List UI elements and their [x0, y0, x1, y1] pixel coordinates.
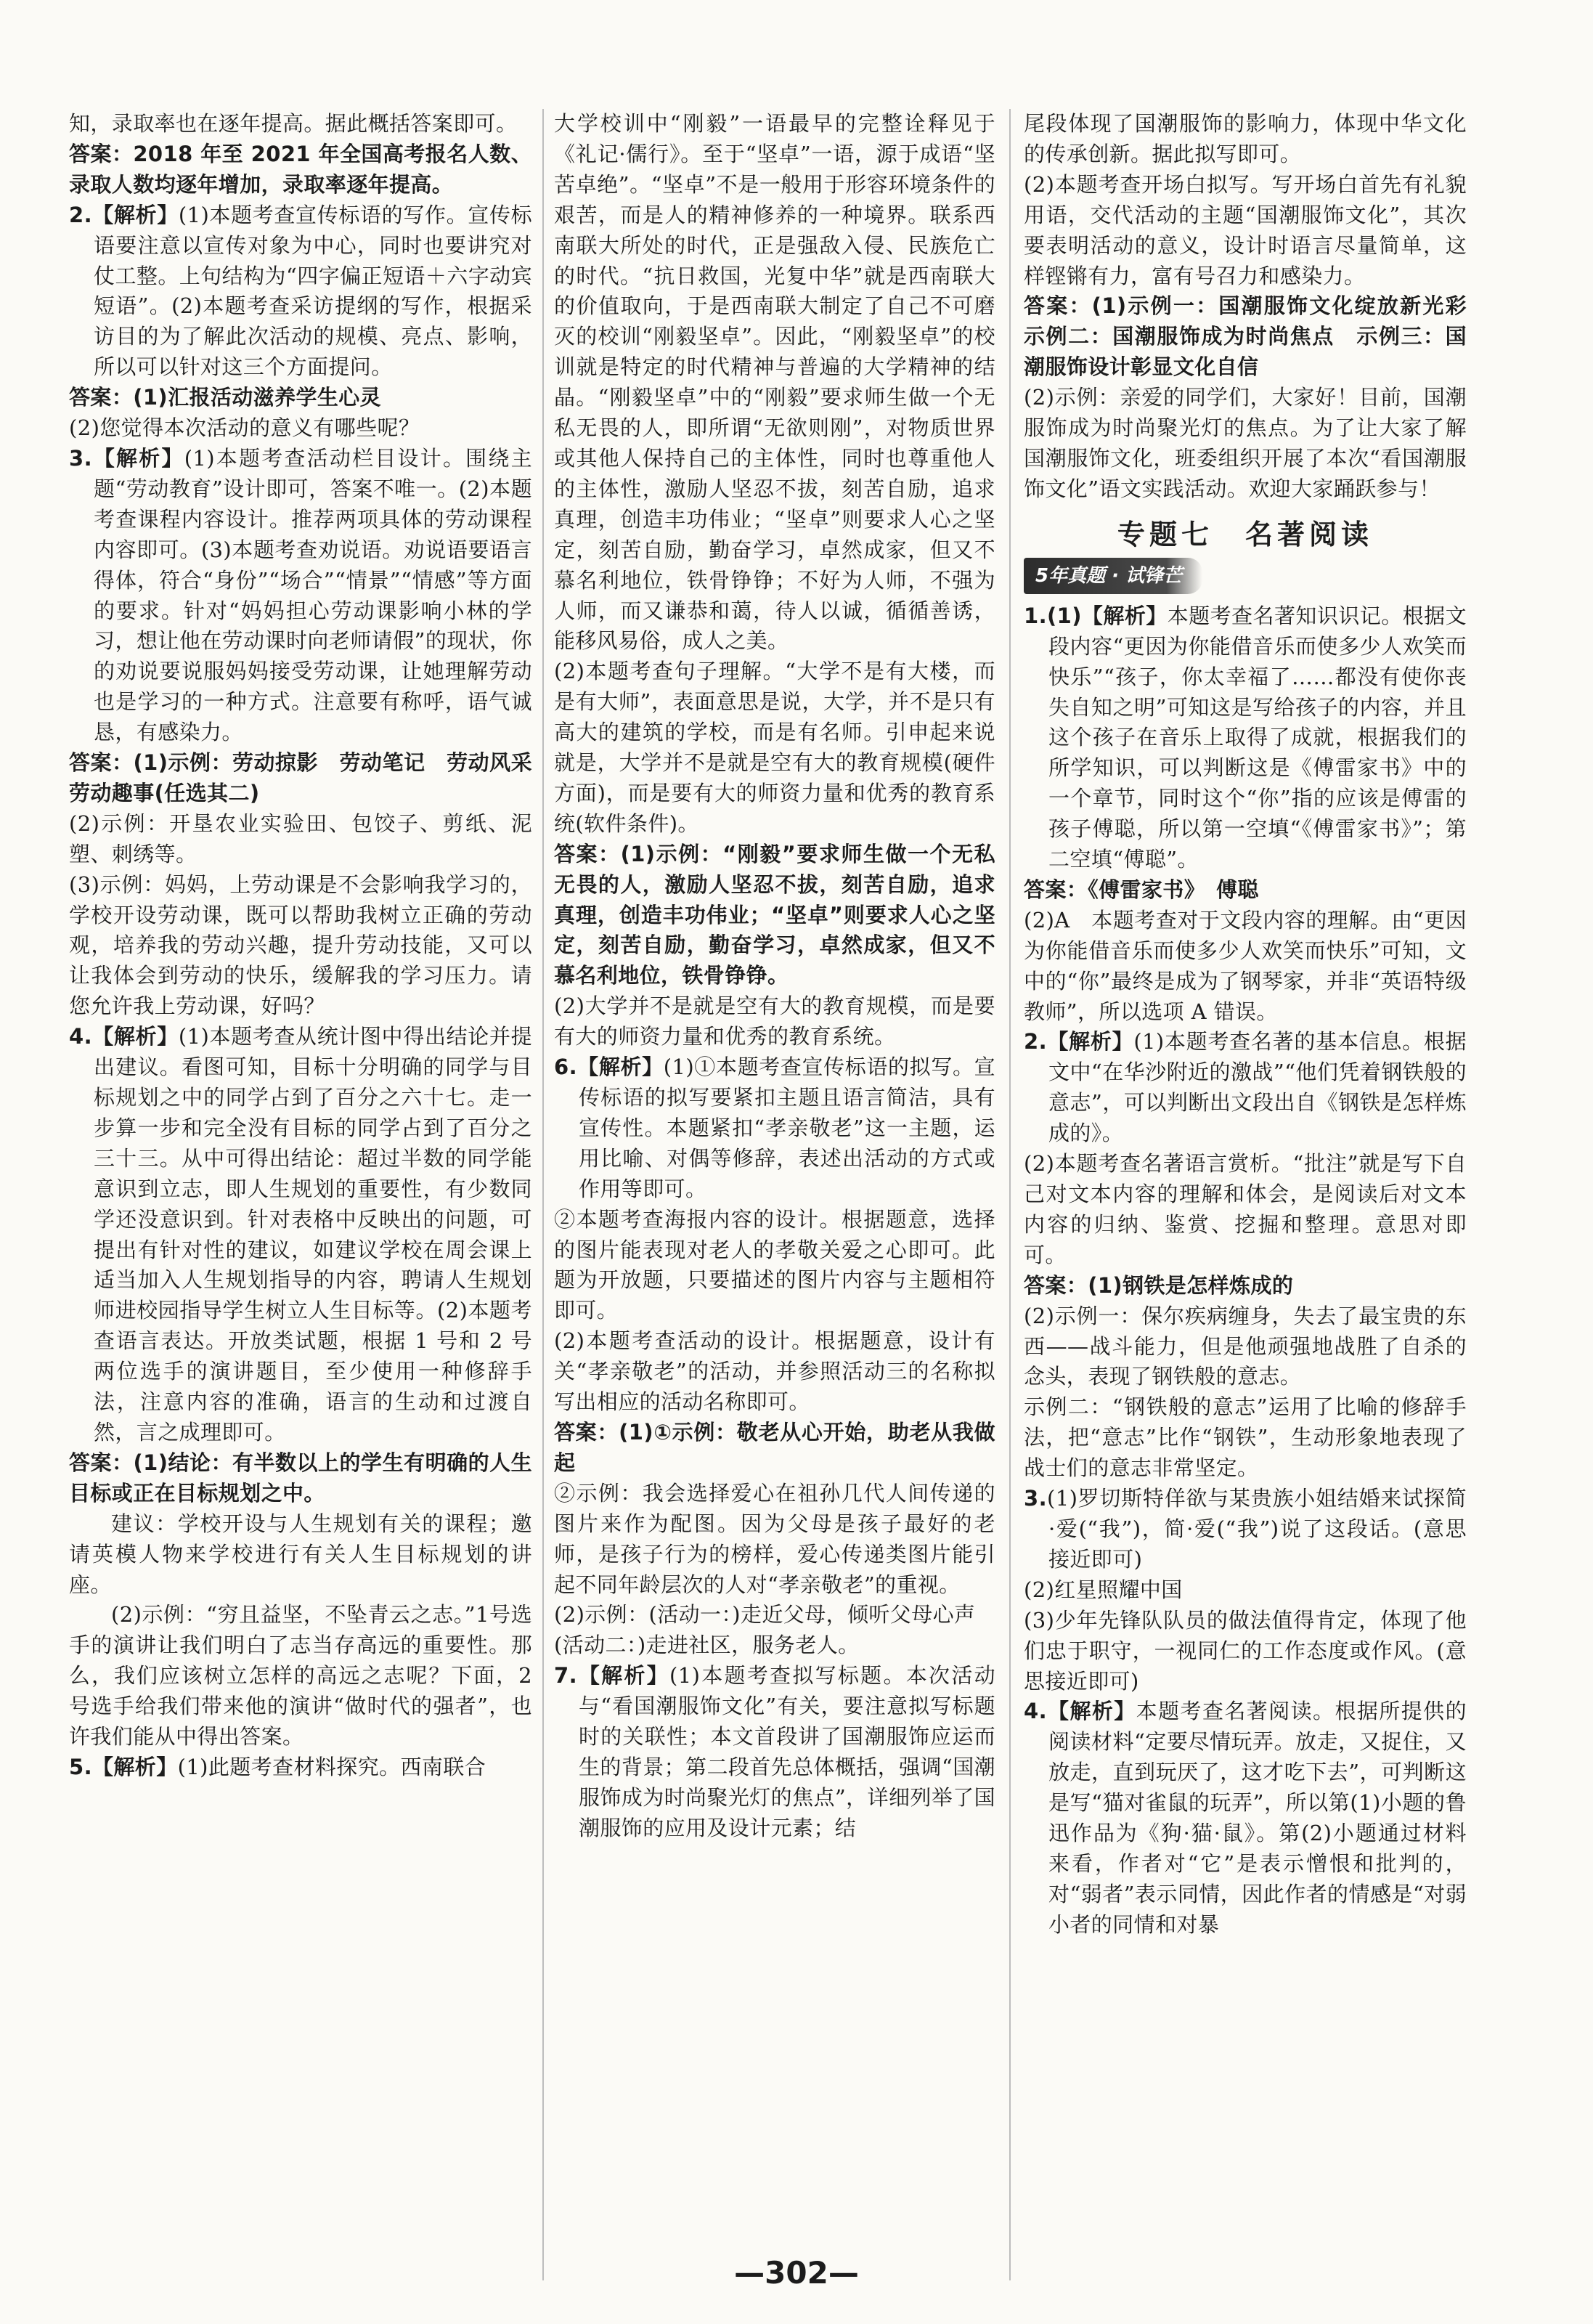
question-number: 2.	[69, 202, 92, 227]
paragraph-text: 大学校训中“刚毅”一语最早的完整诠释见于《礼记·儒行》。至于“坚卓”一语，源于成语“坚苦卓绝”。“坚卓”不是一般用于形容环境条件的艰苦，而是人的精神修养的一种境界。联系西南联大所处的时代，正是强敌入侵、民族危亡的时代。“抗日救国，光复中华”就是西南联大的价值取向，于是西南联大制定了自己不可磨灭的校训“刚毅坚卓”。因此，“刚毅坚卓”的校训就是特定的时代精神与普遍的大学精神的结晶。“刚毅坚卓”中的“刚毅”要求师生做一个无私无畏的人，即所谓“无欲则刚”，对物质世界或其他人保持自己的主体性，同时也尊重他人的主体性，激励人坚忍不拔，刻苦自励，追求真理，创造丰功伟业；“坚卓”则要求人心之坚定，刻苦自励，勤奋学习，卓然成家，但又不慕名利地位，铁骨铮铮；不好为人师，不强为人师，而又谦恭和蔼，待人以诚，循循善诱，能移风易俗，成人之美。	[554, 111, 995, 654]
paragraph-text: (2)示例：开垦农业实验田、包饺子、剪纸、泥塑、刺绣等。	[69, 810, 532, 866]
paragraph	[1024, 109, 1467, 170]
analysis-tag: 【解析】	[1047, 1029, 1134, 1055]
question-item	[69, 444, 532, 748]
paragraph	[69, 1600, 532, 1752]
paragraph-text: 答案：(1)示例：“刚毅”要求师生做一个无私无畏的人，激励人坚忍不拔，刻苦自励，追求真理，创造丰功伟业；“坚卓”则要求人心之坚定，刻苦自励，勤奋学习，卓然成家，但又不慕名利地位，铁骨铮铮。	[554, 841, 995, 988]
paragraph	[1024, 1149, 1467, 1271]
answer-line	[1024, 875, 1467, 906]
paragraph-text: 本题考查名著阅读。根据所提供的阅读材料“定要尽情玩弄。放走，又捉住，又放走，直到玩厌了，这才吃下去”，可判断这是写“猫对雀鼠的玩弄”，所以第(1)小题的鲁迅作品为《狗·猫·鼠》。第(2)小题通过材料来看，作者对“它”是表示憎恨和批判的，对“弱者”表示同情，因此作者的情感是“对弱小者的同情和对暴	[1048, 1699, 1467, 1937]
analysis-tag: 【解析】	[1047, 1699, 1136, 1724]
answer-line	[1024, 1271, 1467, 1301]
question-item	[1024, 1484, 1467, 1575]
paragraph	[1024, 383, 1467, 505]
answer-line	[554, 1418, 995, 1479]
paragraph-text: 答案：《傅雷家书》 傅聪	[1024, 877, 1259, 902]
answer-line	[554, 840, 995, 992]
paragraph	[554, 657, 995, 839]
paragraph-text: (2)您觉得本次活动的意义有哪些呢？	[69, 415, 420, 441]
section-title: 专题七 名著阅读	[1117, 518, 1373, 550]
paragraph-text: 答案：(1)钢铁是怎样炼成的	[1024, 1272, 1294, 1298]
analysis-tag: 【解析】	[92, 1754, 178, 1779]
paragraph-text: 尾段体现了国潮服饰的影响力，体现中华文化的传承创新。据此拟写即可。	[1024, 111, 1467, 166]
paragraph-text: (2)本题考查开场白拟写。写开场白首先有礼貌用语，交代活动的主题“国潮服饰文化”，其次要表明活动的意义，设计时语言尽量简单，这样铿锵有力，富有号召力和感染力。	[1024, 171, 1467, 288]
paragraph-text: (1)本题考查活动栏目设计。围绕主题“劳动教育”设计即可，答案不唯一。(2)本题考查课程内容设计。推荐两项具体的劳动课程内容即可。(3)本题考查劝说语。劝说语要语言得体，符合“身份”“场合”“情景”“情感”等方面的要求。针对“妈妈担心劳动课影响小林的学习，想让他在劳动课时向老师请假”的现状，你的劝说要说服妈妈接受劳动课，让她理解劳动也是学习的一种方式。注意要有称呼，语气诚恳，有感染力。	[94, 445, 532, 745]
analysis-tag: (1)【解析】	[1047, 603, 1168, 628]
question-number: 3.	[1024, 1486, 1047, 1511]
question-item	[1024, 1027, 1467, 1149]
paragraph	[554, 1479, 995, 1601]
question-number: 4.	[1024, 1699, 1047, 1724]
paragraph	[1024, 1301, 1467, 1393]
paragraph-text: (2)本题考查名著语言赏析。“批注”就是写下自己对文本内容的理解和体会，是阅读后对文本内容的归纳、鉴赏、挖掘和整理。意思对即可。	[1024, 1151, 1467, 1267]
column-left	[69, 109, 554, 1783]
answer-line	[69, 139, 532, 200]
paragraph-text: (3)少年先锋队队员的做法值得肯定，体现了他们忠于职守，一视同仁的工作态度或作风。(意思接近即可)	[1024, 1607, 1467, 1694]
question-item	[554, 1052, 995, 1205]
page-number: —302—	[734, 2255, 859, 2291]
answer-line	[69, 748, 554, 809]
paragraph-text: (2)示例：亲爱的同学们，大家好！目前，国潮服饰成为时尚聚光灯的焦点。为了让大家了解国潮服饰文化，班委组织开展了本次“看国潮服饰文化”语文实践活动。欢迎大家踊跃参与！	[1024, 385, 1467, 501]
paragraph-text: 答案：2018 年至 2021 年全国高考报名人数、录取人数均逐年增加，录取率逐年提高。	[69, 141, 532, 197]
paragraph	[69, 413, 532, 444]
question-number: 2.	[1024, 1029, 1047, 1055]
paragraph-text: 本题考查名著知识识记。根据文段内容“更因为你能借音乐而使多少人欢笑而快乐”“孩子，你太幸福了……都没有使你丧失自知之明”可知这是写给孩子的内容，并且这个孩子在音乐上取得了成就，根据我们的所学知识，可以判断这是《傅雷家书》中的一个章节，同时这个“你”指的应该是傅雷的孩子傅聪，所以第一空填“《傅雷家书》”；第二空填“傅聪”。	[1048, 603, 1467, 872]
paragraph-text: 答案：(1)①示例：敬老从心开始，助老从我做起	[554, 1419, 995, 1475]
column-right-bottom	[1024, 601, 1467, 1941]
paragraph-text: 答案：(1)示例一：国潮服饰文化绽放新光彩 示例二：国潮服饰成为时尚焦点 示例三：国潮服饰设计彰显文化自信	[1024, 293, 1488, 380]
paragraph	[69, 809, 532, 870]
column-right	[1024, 109, 1488, 1941]
paragraph	[1024, 906, 1467, 1028]
paragraph-text: (2)示例一：保尔疾病缠身，失去了最宝贵的东西——战斗能力，但是他顽强地战胜了自杀的念头，表现了钢铁般的意志。	[1024, 1303, 1467, 1389]
paragraph-text: (2)示例：(活动一：)走近父母，倾听父母心声	[554, 1602, 976, 1628]
paragraph-text: (1)本题考查宣传标语的写作。宣传标语要注意以宣传对象为中心，同时也要讲究对仗工整。上句结构为“四字偏正短语＋六字动宾短语”。(2)本题考查采访提纲的写作，根据采访目的为了解此次活动的规模、亮点、影响，所以可以针对这三个方面提问。	[94, 202, 533, 380]
paragraph	[554, 109, 995, 657]
paragraph	[554, 1205, 995, 1327]
paragraph	[69, 870, 532, 1023]
paragraph-text: (1)本题考查从统计图中得出结论并提出建议。看图可知，目标十分明确的同学与目标规划之中的同学占到了百分之六十七。走一步算一步和完全没有目标的同学占到了百分之三十三。从中可得出结论：超过半数的同学能意识到立志，即人生规划的重要性，有少数同学还没意识到。针对表格中反映出的问题，可提出有针对性的建议，如建议学校在周会课上适当加入人生规划指导的内容，聘请人生规划师进校园指导学生树立人生目标等。(2)本题考查语言表达。开放类试题，根据 1 号和 2 号两位选手的演讲题目，至少使用一种修辞手法，注意内容的准确，语言的生动和过渡自然，言之成理即可。	[94, 1024, 533, 1445]
paragraph-text: (2)本题考查活动的设计。根据题意，设计有关“孝亲敬老”的活动，并参照活动三的名称拟写出相应的活动名称即可。	[554, 1328, 995, 1415]
paragraph-text: 示例二：“钢铁般的意志”运用了比喻的修辞手法，把“意志”比作“钢铁”，生动形象地表现了战士们的意志非常坚定。	[1024, 1394, 1467, 1481]
paragraph	[554, 1600, 995, 1630]
analysis-tag: 【解析】	[92, 1024, 179, 1049]
paragraph-text: (1)①本题考查宣传标语的拟写。宣传标语的拟写要紧扣主题且语言简洁，具有宣传性。本题紧扣“孝亲敬老”这一主题，运用比喻、对偶等修辞，表述出活动的方式或作用等即可。	[579, 1055, 995, 1201]
question-number: 3.	[69, 445, 92, 471]
question-number: 1.	[1024, 603, 1047, 628]
paragraph-text: (3)示例：妈妈，上劳动课是不会影响我学习的，学校开设劳动课，既可以帮助我树立正确的劳动观，培养我的劳动兴趣，提升劳动技能，又可以让我体会到劳动的快乐，缓解我的学习压力。请您允许我上劳动课，好吗？	[69, 871, 532, 1019]
answer-line	[69, 383, 532, 413]
column-divider	[542, 109, 544, 2280]
paragraph-text: (2)示例：“穷且益坚，不坠青云之志。”1号选手的演讲让我们明白了志当存高远的重要性。那么，我们应该树立怎样的高远之志呢？下面，2 号选手给我们带来他的演讲“做时代的强者”，也许我们能从中得出答案。	[69, 1602, 532, 1750]
question-number: 5.	[69, 1754, 92, 1779]
paragraph	[69, 109, 532, 139]
paragraph-text: (1)此题考查材料探究。西南联合	[177, 1754, 486, 1779]
question-number: 6.	[554, 1055, 577, 1080]
paragraph	[69, 1509, 532, 1601]
question-item	[69, 1752, 532, 1783]
question-item	[554, 1661, 995, 1843]
paragraph-text: (2)大学并不是就是空有大的教育规模，而是要有大的师资力量和优秀的教育系统。	[554, 994, 995, 1049]
paragraph-text: (1)本题考查拟写标题。本次活动与“看国潮服饰文化”有关，要注意拟写标题时的关联性；本文首段讲了国潮服饰应运而生的背景；第二段首先总体概括，强调“国潮服饰成为时尚聚光灯的焦点”，详细列举了国潮服饰的应用及设计元素；结	[579, 1663, 995, 1840]
paragraph	[1024, 1606, 1467, 1697]
paragraph	[554, 991, 995, 1052]
column-divider	[1009, 109, 1011, 2280]
paragraph	[554, 1630, 995, 1661]
answer-line	[69, 1448, 532, 1509]
paragraph-text: (1)本题考查名著的基本信息。根据文中“在华沙附近的激战”“他们凭着钢铁般的意志”，可以判断出文段出自《钢铁是怎样炼成的》。	[1048, 1029, 1467, 1146]
paragraph-text: 答案：(1)汇报活动滋养学生心灵	[69, 385, 382, 410]
paragraph-text: (1)罗切斯特佯欲与某贵族小姐结婚来试探简·爱(“我”)，简·爱(“我”)说了这段话。(意思接近即可)	[1047, 1486, 1467, 1572]
paragraph-text: 答案：(1)结论：有半数以上的学生有明确的人生目标或正在目标规划之中。	[69, 1450, 532, 1506]
paragraph-text: (活动二：)走进社区，服务老人。	[554, 1633, 860, 1658]
column-middle	[554, 109, 995, 1844]
question-number: 7.	[554, 1663, 577, 1689]
answer-line	[1024, 291, 1488, 383]
paragraph	[554, 1326, 995, 1418]
paragraph-text: 知，录取率也在逐年提高。据此概括答案即可。	[69, 111, 518, 136]
paragraph-text: 答案：(1)示例：劳动掠影 劳动笔记 劳动风采 劳动趣事(任选其二)	[69, 750, 554, 805]
question-item	[1024, 601, 1467, 875]
paragraph-text: ②本题考查海报内容的设计。根据题意，选择的图片能表现对老人的孝敬关爱之心即可。此题为开放题，只要描述的图片内容与主题相符即可。	[554, 1206, 995, 1323]
paragraph-text: ②示例：我会选择爱心在祖孙几代人间传递的图片来作为配图。因为父母是孩子最好的老师，是孩子行为的榜样，爱心传递类图片能引起不同年龄层次的人对“孝亲敬老”的重视。	[554, 1480, 995, 1597]
analysis-tag: 【解析】	[577, 1663, 670, 1689]
paragraph-text: (2)A 本题考查对于文段内容的理解。由“更因为你能借音乐而使多少人欢笑而快乐”可知，文中的“你”最终是成为了钢琴家，并非“英语特级教师”，所以选项 A 错误。	[1024, 907, 1467, 1024]
section-banner: 5年真题 · 试锋芒	[1024, 558, 1202, 594]
column-right-top	[1024, 109, 1488, 505]
paragraph-text: 建议：学校开设与人生规划有关的课程；邀请英模人物来学校进行有关人生目标规划的讲座。	[69, 1511, 532, 1597]
paragraph	[1024, 1575, 1467, 1606]
analysis-tag: 【解析】	[92, 202, 179, 227]
question-number: 4.	[69, 1024, 92, 1049]
question-item	[69, 1022, 532, 1448]
paragraph	[1024, 1392, 1467, 1484]
paragraph	[1024, 170, 1467, 292]
paragraph-text: (2)本题考查句子理解。“大学不是有大楼，而是有大师”，表面意思是说，大学，并不是只有高大的建筑的学校，而是有名师。引申起来说就是，大学并不是就是空有大的教育规模(硬件方面)，而是要有大的师资力量和优秀的教育系统(软件条件)。	[554, 659, 995, 836]
question-item	[1024, 1697, 1467, 1940]
paragraph-text: (2)红星照耀中国	[1024, 1577, 1183, 1602]
analysis-tag: 【解析】	[92, 445, 184, 471]
analysis-tag: 【解析】	[577, 1055, 664, 1080]
question-item	[69, 200, 532, 383]
